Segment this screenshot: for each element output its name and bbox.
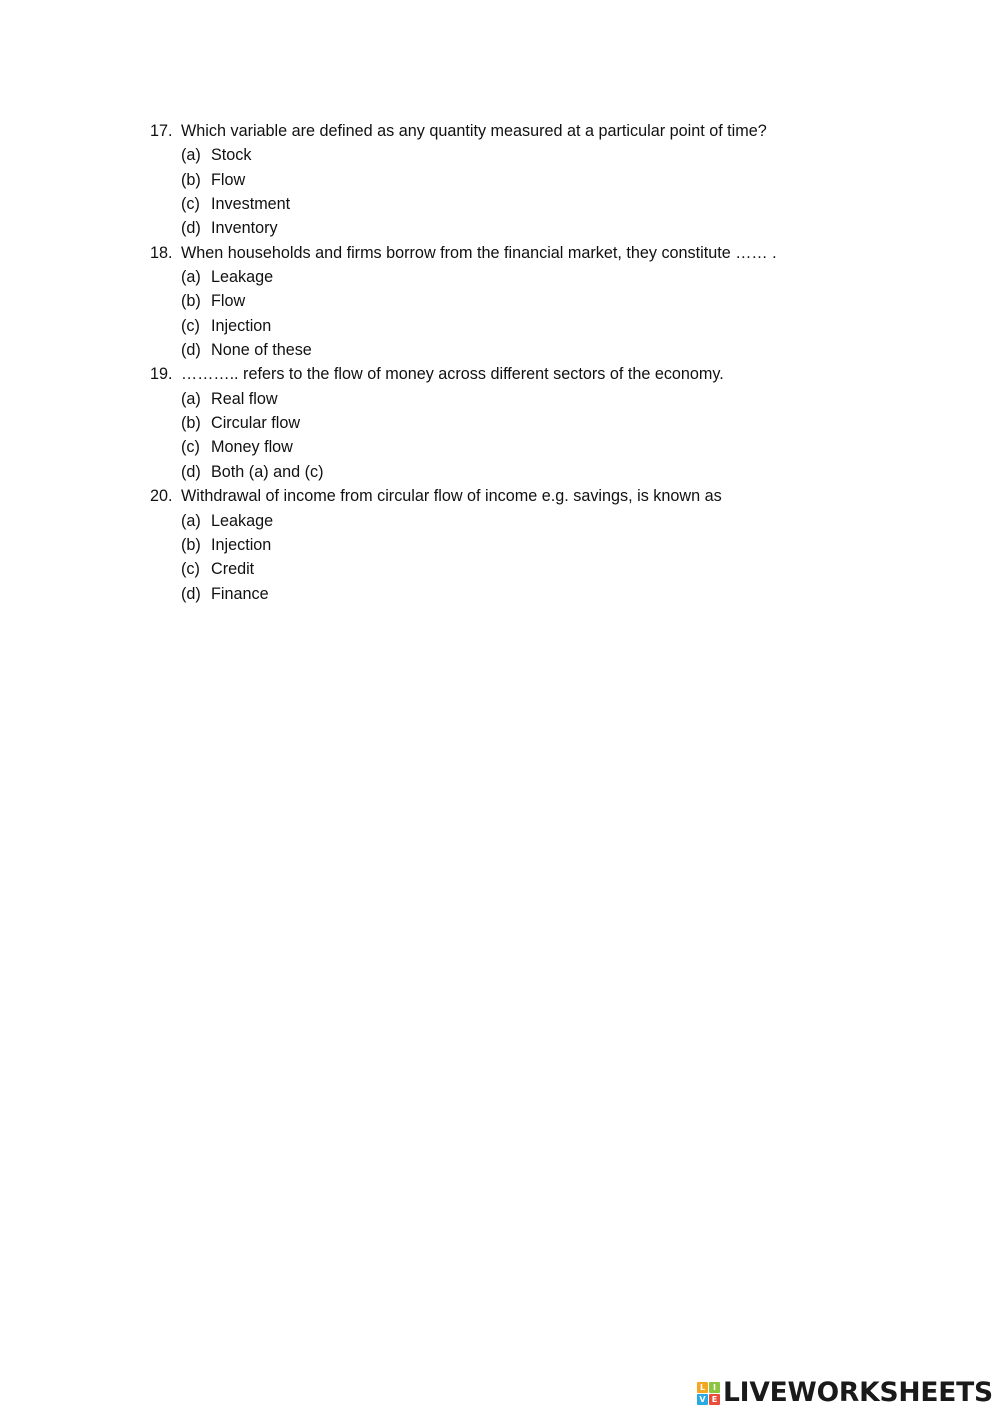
liveworksheets-logo — [697, 1376, 993, 1410]
question-text: Withdrawal of income from circular flow of income e.g. savings, is known as — [181, 487, 722, 506]
question-number: 18. — [150, 243, 173, 262]
option-letter: (c) — [181, 316, 200, 335]
option-text: Credit — [211, 560, 255, 579]
option-letter: (c) — [181, 438, 200, 457]
option-letter: (d) — [181, 462, 201, 481]
option-a — [150, 387, 950, 411]
option-c — [150, 314, 950, 338]
option-letter: (c) — [181, 560, 200, 579]
question-text: ……….. refers to the flow of money across different sectors of the economy. — [181, 365, 724, 384]
question-18 — [150, 241, 950, 363]
logo-mark-cell: E — [709, 1394, 720, 1405]
question-20 — [150, 484, 950, 606]
option-text: Circular flow — [211, 414, 301, 433]
option-letter: (d) — [181, 341, 201, 360]
option-letter: (b) — [181, 170, 201, 189]
question-number: 17. — [150, 122, 173, 140]
option-text: Real flow — [211, 389, 278, 408]
option-c — [150, 435, 950, 459]
question-list — [150, 119, 950, 606]
logo-text: LIVEWORKSHEETS — [723, 1377, 993, 1408]
option-letter: (b) — [181, 535, 201, 554]
option-b — [150, 289, 950, 313]
option-letter: (d) — [181, 219, 201, 238]
option-letter: (d) — [181, 584, 201, 603]
option-text: Both (a) and (c) — [211, 462, 324, 481]
option-text: Money flow — [211, 438, 293, 457]
option-text: Flow — [211, 292, 246, 311]
option-c — [150, 557, 950, 581]
option-b — [150, 533, 950, 557]
option-text: Stock — [211, 146, 252, 165]
option-letter: (a) — [181, 146, 201, 165]
logo-mark-cell: L — [697, 1382, 708, 1393]
question-number: 19. — [150, 365, 173, 384]
option-letter: (a) — [181, 268, 201, 287]
option-text: None of these — [211, 341, 312, 360]
option-d — [150, 216, 950, 240]
option-a — [150, 509, 950, 533]
option-text: Investment — [211, 195, 291, 214]
logo-mark-icon — [697, 1382, 720, 1405]
option-d — [150, 338, 950, 362]
option-text: Leakage — [211, 511, 274, 530]
option-letter: (b) — [181, 292, 201, 311]
option-d — [150, 460, 950, 484]
option-text: Flow — [211, 170, 246, 189]
option-text: Finance — [211, 584, 269, 603]
option-a — [150, 143, 950, 167]
option-text: Injection — [211, 316, 272, 335]
option-letter: (b) — [181, 414, 201, 433]
option-letter: (a) — [181, 511, 201, 530]
question-number: 20. — [150, 487, 173, 506]
option-c — [150, 192, 950, 216]
question-text: When households and firms borrow from the financial market, they constitute …… . — [181, 243, 777, 262]
option-letter: (a) — [181, 389, 201, 408]
option-letter: (c) — [181, 195, 200, 214]
option-a — [150, 265, 950, 289]
option-text: Leakage — [211, 268, 274, 287]
option-text: Injection — [211, 535, 272, 554]
option-b — [150, 168, 950, 192]
logo-mark-cell: V — [697, 1394, 708, 1405]
option-d — [150, 582, 950, 606]
question-17 — [150, 119, 950, 241]
question-19 — [150, 362, 950, 484]
option-b — [150, 411, 950, 435]
option-text: Inventory — [211, 219, 278, 238]
logo-mark-cell: I — [709, 1382, 720, 1393]
question-text: Which variable are defined as any quantity measured at a particular point of time? — [181, 122, 767, 140]
